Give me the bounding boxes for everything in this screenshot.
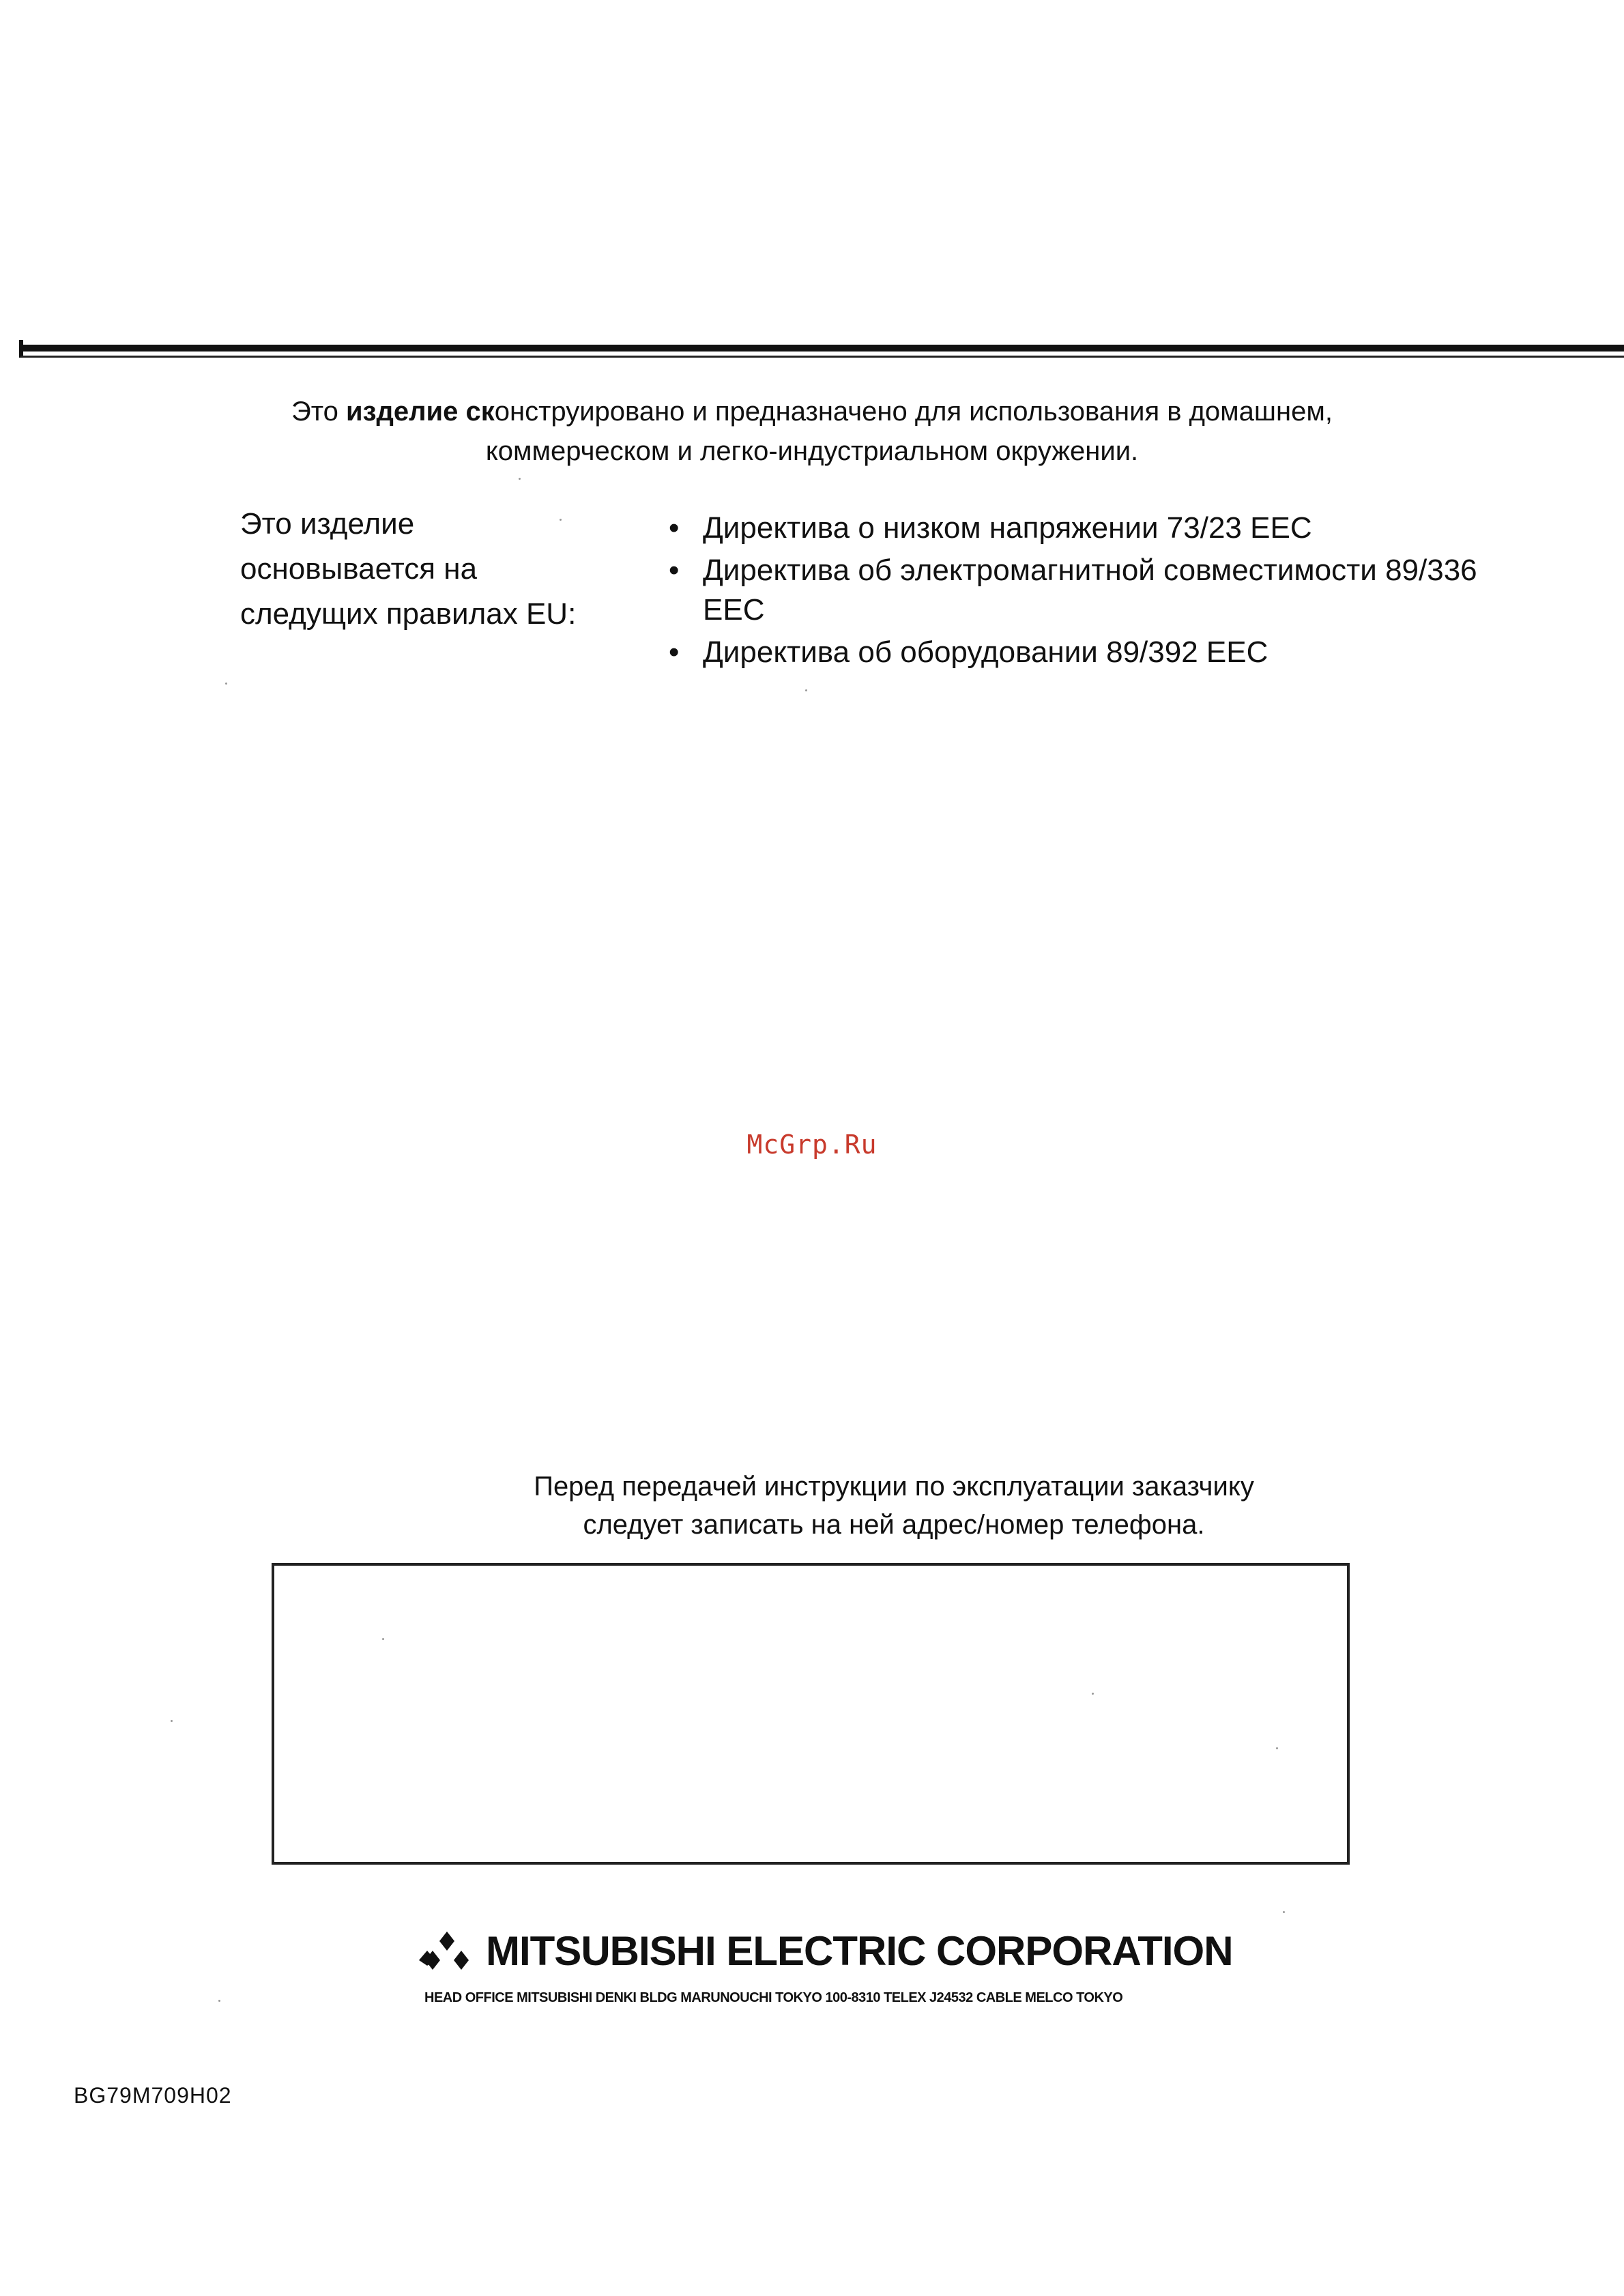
scan-speck bbox=[382, 1638, 384, 1640]
intro-part2: онструировано и предназначено для использования в домашнем, bbox=[494, 397, 1333, 427]
head-office-address: HEAD OFFICE MITSUBISHI DENKI BLDG MARUNOUCHI TOKYO 100-8310 TELEX J24532 CABLE MELCO TOKYO bbox=[424, 1990, 1123, 2005]
intro-line2: коммерческом и легко-индустриальном окружении. bbox=[485, 436, 1139, 466]
document-code: BG79M709H02 bbox=[74, 2083, 232, 2108]
scan-speck bbox=[1276, 1747, 1278, 1749]
handover-line2: следует записать на ней адрес/номер телефона. bbox=[583, 1510, 1205, 1540]
top-rule bbox=[20, 345, 1624, 351]
scan-speck bbox=[225, 683, 227, 685]
eu-label-line: следущих правилах EU: bbox=[240, 597, 577, 631]
scan-speck bbox=[560, 519, 562, 521]
handover-note bbox=[341, 1467, 1447, 1544]
eu-label-line: Это изделие bbox=[240, 507, 415, 541]
brand-name: MITSUBISHI ELECTRIC CORPORATION bbox=[486, 1927, 1233, 1974]
scan-speck bbox=[1283, 1911, 1285, 1913]
directive-list bbox=[669, 508, 1556, 675]
three-diamonds-icon bbox=[418, 1932, 476, 1970]
directive-item: • Директива об оборудовании 89/392 EEC bbox=[669, 633, 1556, 672]
address-box bbox=[272, 1563, 1350, 1865]
eu-rules-label bbox=[240, 502, 622, 637]
eu-label-line: основывается на bbox=[240, 552, 478, 586]
brand-row bbox=[418, 1923, 1305, 1978]
watermark-link[interactable]: McGrp.Ru bbox=[746, 1130, 878, 1160]
scan-speck bbox=[519, 478, 521, 480]
directive-item: • Директива об электромагнитной совместимости 89/336 EEC bbox=[669, 551, 1481, 630]
intro-bold: изделие ск bbox=[346, 397, 495, 427]
scan-speck bbox=[1092, 1693, 1094, 1695]
scan-speck bbox=[218, 2000, 220, 2002]
scan-speck bbox=[171, 1720, 173, 1722]
top-rule-thin bbox=[20, 356, 1624, 358]
handover-line1: Перед передачей инструкции по эксплуатации заказчику bbox=[534, 1472, 1254, 1502]
intro-part1: Это bbox=[291, 397, 347, 427]
intro-text bbox=[136, 392, 1488, 471]
directive-item: • Директива о низком напряжении 73/23 EEC bbox=[669, 508, 1556, 548]
scan-speck bbox=[805, 689, 807, 691]
